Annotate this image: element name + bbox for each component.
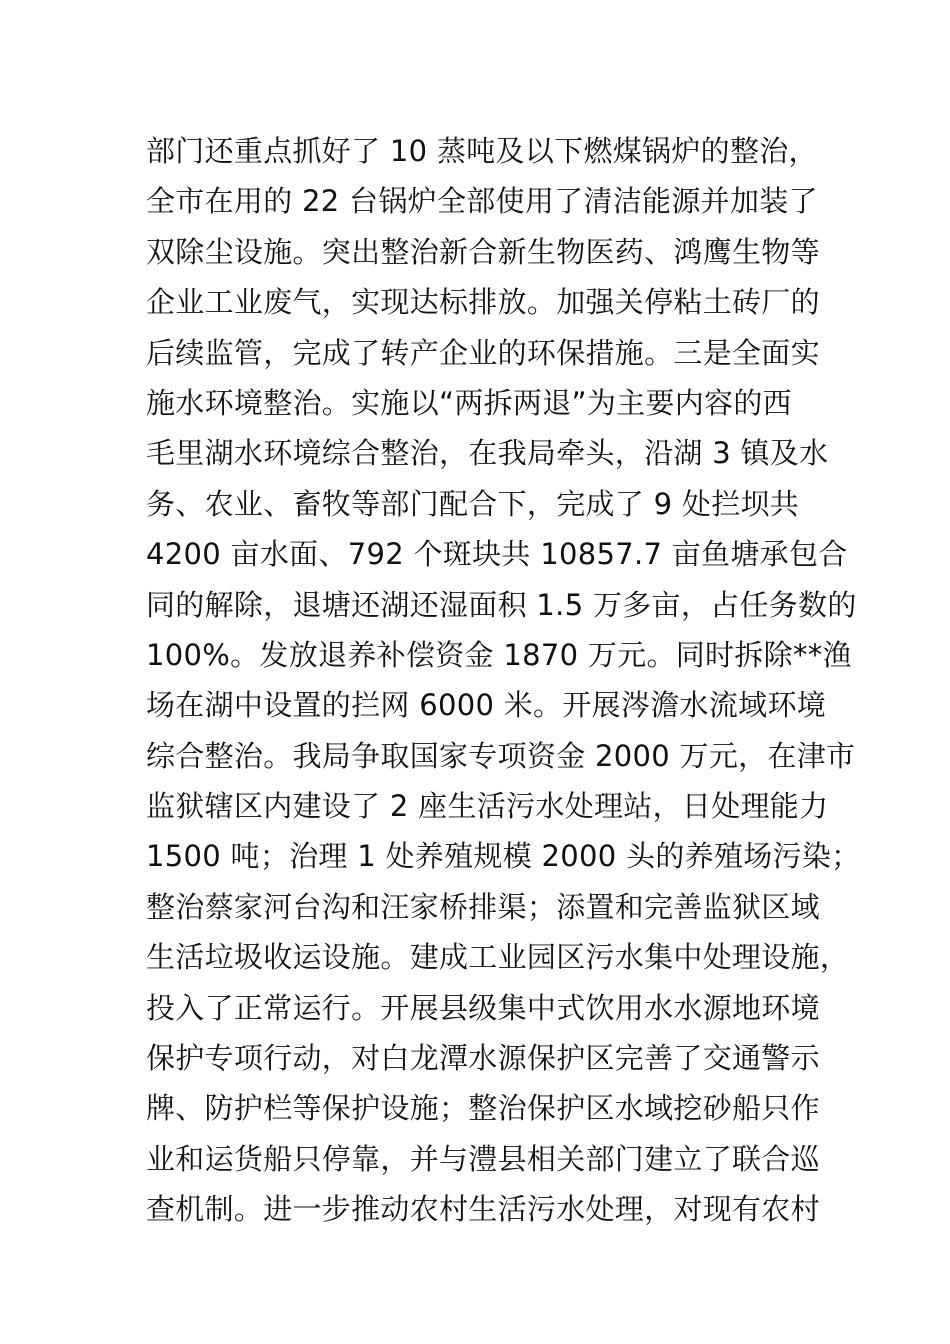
text-line-7: 毛里湖水环境综合整治，在我局牵头，沿湖 3 镇及水 (146, 436, 829, 471)
text-line-9: 4200 亩水面、792 个斑块共 10857.7 亩鱼塘承包合 (146, 537, 848, 572)
text-line-14: 监狱辖区内建设了 2 座生活污水处理站，日处理能力 (146, 789, 829, 824)
text-line-16: 整治蔡家河台沟和汪家桥排渠；添置和完善监狱区域 (146, 889, 820, 924)
text-line-18: 投入了正常运行。开展县级集中式饮用水水源地环境 (146, 990, 820, 1025)
text-line-10: 同的解除，退塘还湖还湿面积 1.5 万多亩，占任务数的 (146, 587, 857, 622)
text-line-13: 综合整治。我局争取国家专项资金 2000 万元，在津市 (146, 738, 856, 773)
text-line-12: 场在湖中设置的拦网 6000 米。开展涔澹水流域环境 (146, 688, 827, 723)
text-line-4: 企业工业废气，实现达标排放。加强关停粘土砖厂的 (146, 285, 820, 320)
text-line-2: 全市在用的 22 台锅炉全部使用了清洁能源并加装了 (146, 184, 818, 219)
text-line-5: 后续监管，完成了转产企业的环保措施。三是全面实 (146, 335, 820, 370)
text-line-3: 双除尘设施。突出整治新合新生物医药、鸿鹰生物等 (146, 234, 820, 269)
body-paragraph (146, 126, 861, 1235)
text-line-20: 牌、防护栏等保护设施；整治保护区水域挖砂船只作 (146, 1091, 820, 1126)
text-line-11: 100%。发放退养补偿资金 1870 万元。同时拆除**渔 (146, 637, 852, 672)
text-line-17: 生活垃圾收运设施。建成工业园区污水集中处理设施， (146, 940, 850, 975)
text-line-8: 务、农业、畜牧等部门配合下，完成了 9 处拦坝共 (146, 486, 800, 521)
text-line-19: 保护专项行动，对白龙潭水源保护区完善了交通警示 (146, 1041, 820, 1076)
text-line-1: 部门还重点抓好了 10 蒸吨及以下燃煤锅炉的整治， (146, 134, 818, 168)
text-line-21: 业和运货船只停靠，并与澧县相关部门建立了联合巡 (146, 1141, 820, 1176)
text-line-6: 施水环境整治。实施以“两拆两退”为主要内容的西 (146, 385, 792, 420)
text-line-22: 查机制。进一步推动农村生活污水处理，对现有农村 (146, 1192, 820, 1227)
text-line-15: 1500 吨；治理 1 处养殖规模 2000 头的养殖场污染； (146, 839, 861, 874)
